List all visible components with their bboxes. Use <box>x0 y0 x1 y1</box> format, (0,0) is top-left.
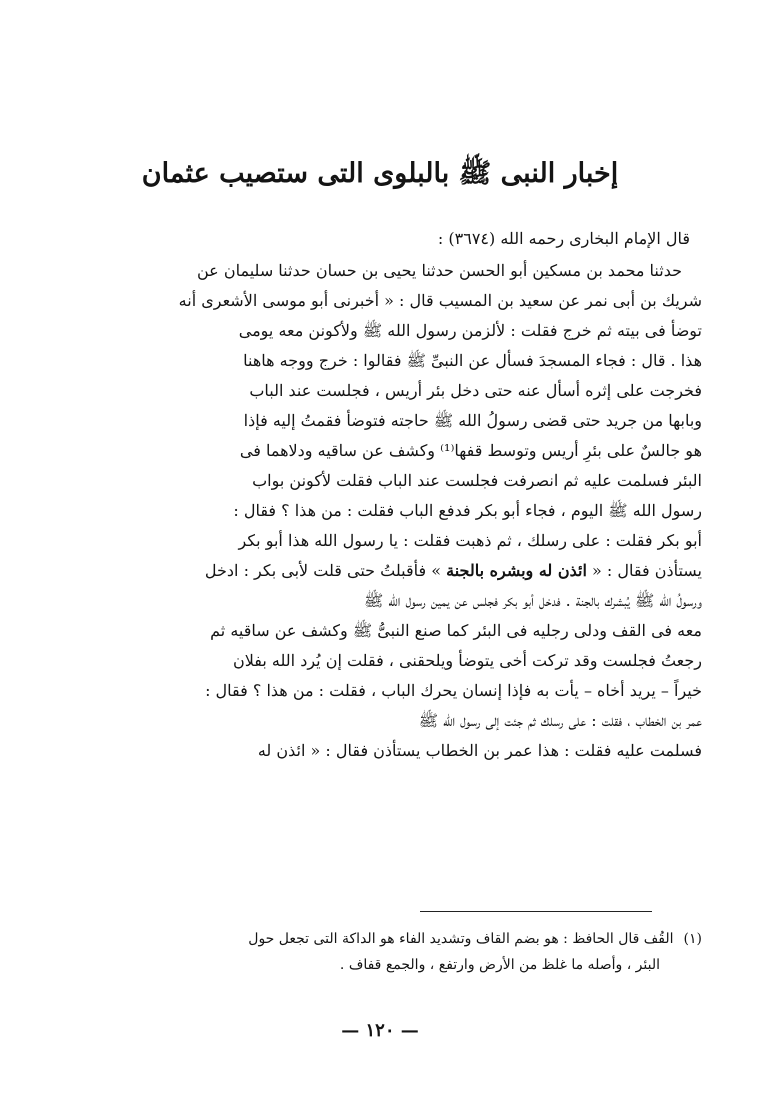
body-line: فخرجت على إثره أسأل عنه حتى دخل بئر أريس ، فجلست عند الباب <box>249 381 702 400</box>
hadith-body <box>88 256 702 766</box>
body-line: خيراً – يريد أخاه – يأت به فإذا إنسان يحرك الباب ، فقلت : من هذا ؟ فقال : <box>205 681 702 700</box>
body-line: أبو بكر فقلت : على رسلك ، ثم ذهبت فقلت : يا رسول الله هذا أبو بكر <box>238 531 702 550</box>
hadith-intro: قال الإمام البخارى رحمه الله (٣٦٧٤) : <box>437 229 690 248</box>
body-line: معه فى القف ودلى رجليه فى البئر كما صنع النبىُّ ﷺ وكشف عن ساقيه ثم <box>210 621 702 640</box>
body-line: حدثنا محمد بن مسكين أبو الحسن حدثنا يحيى بن حسان حدثنا سليمان عن <box>197 261 682 280</box>
body-line: رجعتُ فجلست وقد تركت أخى يتوضأ ويلحقنى ، فقلت إن يُرد الله بفلان <box>232 651 702 670</box>
quoted-phrase: ائذن له وبشره بالجنة <box>446 561 587 580</box>
footnote <box>90 926 702 978</box>
footnote-text-2: البئر ، وأصله ما غلظ من الأرض وارتفع ، والجمع قفاف . <box>339 957 660 973</box>
body-line: عمر بن الخطاب ، فقلت : على رسلك ثم جئت إلى رسول الله ﷺ <box>418 711 702 730</box>
footnote-divider <box>420 911 652 912</box>
chapter-title: إخبار النبى ﷺ بالبلوى التى ستصيب عثمان <box>141 158 619 189</box>
body-line: توضأ فى بيته ثم خرج فقلت : لألزمن رسول الله ﷺ ولأكونن معه يومى <box>238 321 702 340</box>
body-line: يستأذن فقال : « ائذن له وبشره بالجنة » فأقبلتُ حتى قلت لأبى بكر : ادخل <box>204 561 702 580</box>
body-line: ورسولُ الله ﷺ يُبشرك بالجنة . فدخل أبو بكر فجلس عن يمين رسول الله ﷺ <box>363 591 702 610</box>
body-line: هذا . قال : فجاء المسجدَ فسأل عن النبىِّ ﷺ فقالوا : خرج ووجه هاهنا <box>243 351 702 370</box>
body-line: فسلمت عليه فقلت : هذا عمر بن الخطاب يستأذن فقال : « ائذن له <box>257 741 702 760</box>
footnote-text-1: القُف قال الحافظ : هو بضم القاف وتشديد الفاء هو الداكة التى تجعل حول <box>248 931 674 947</box>
page-number: — ١٢٠ — <box>341 1020 419 1041</box>
body-line: شريك بن أبى نمر عن سعيد بن المسيب قال : « أخبرنى أبو موسى الأشعرى أنه <box>178 291 702 310</box>
body-line: رسول الله ﷺ اليوم ، فجاء أبو بكر فدفع الباب فقلت : من هذا ؟ فقال : <box>233 501 702 520</box>
body-line: وبابها من جريد حتى قضى رسولُ الله ﷺ حاجته فتوضأ فقمتُ إليه فإذا <box>243 411 702 430</box>
body-line: هو جالسٌ على بئرِ أريس وتوسط قفها⁽¹⁾ وكشف عن ساقيه ودلاهما فى <box>239 441 702 460</box>
footnote-line-1 <box>90 926 702 952</box>
footnote-number: (١) <box>683 931 702 947</box>
body-line: البئر فسلمت عليه ثم انصرفت فجلست عند الباب فقلت لأكونن بواب <box>252 471 702 490</box>
